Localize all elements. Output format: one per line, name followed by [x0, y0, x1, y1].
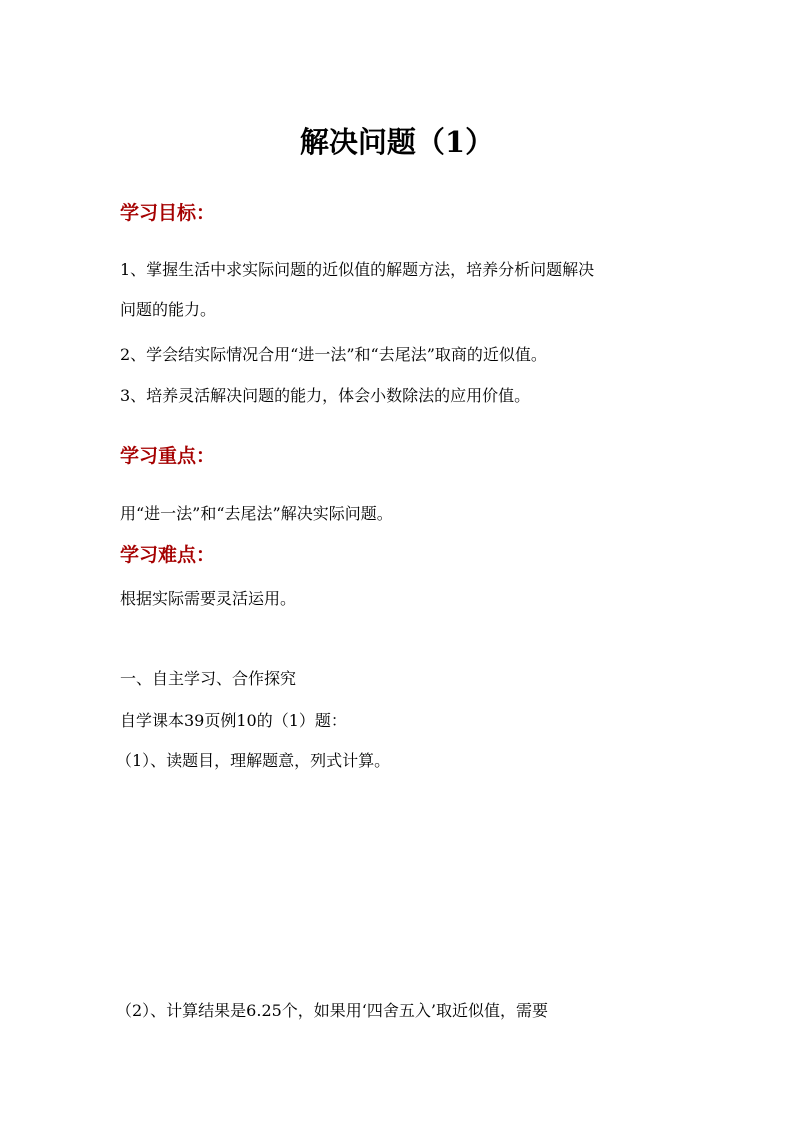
objective-item-2: 2、学会结实际情况合用“进一法”和“去尾法”取商的近似值。: [120, 345, 547, 364]
difficulties-text: 根据实际需要灵活运用。: [120, 589, 297, 608]
objective-item-3: 3、培养灵活解决问题的能力，体会小数除法的应用价值。: [120, 386, 531, 405]
section-one-intro: 自学课本39页例10的（1）题：: [120, 711, 347, 730]
objective-item-1: 1、掌握生活中求实际问题的近似值的解题方法，培养分析问题解决: [120, 260, 595, 279]
objective-item-1-continued: 问题的能力。: [120, 300, 217, 319]
key-points-heading: 学习重点：: [120, 445, 216, 467]
section-one-heading: 一、自主学习、合作探究: [120, 669, 297, 688]
section-one-step-1: （1）、读题目，理解题意，列式计算。: [116, 751, 391, 770]
difficulties-heading: 学习难点：: [120, 544, 216, 566]
section-one-step-2: （2）、计算结果是6.25个，如果用‘四舍五入’取近似值，需要: [116, 1001, 548, 1020]
objectives-heading: 学习目标：: [120, 202, 216, 224]
document-title: 解决问题（1）: [299, 125, 495, 159]
key-points-text: 用“进一法”和“去尾法”解决实际问题。: [120, 504, 393, 523]
